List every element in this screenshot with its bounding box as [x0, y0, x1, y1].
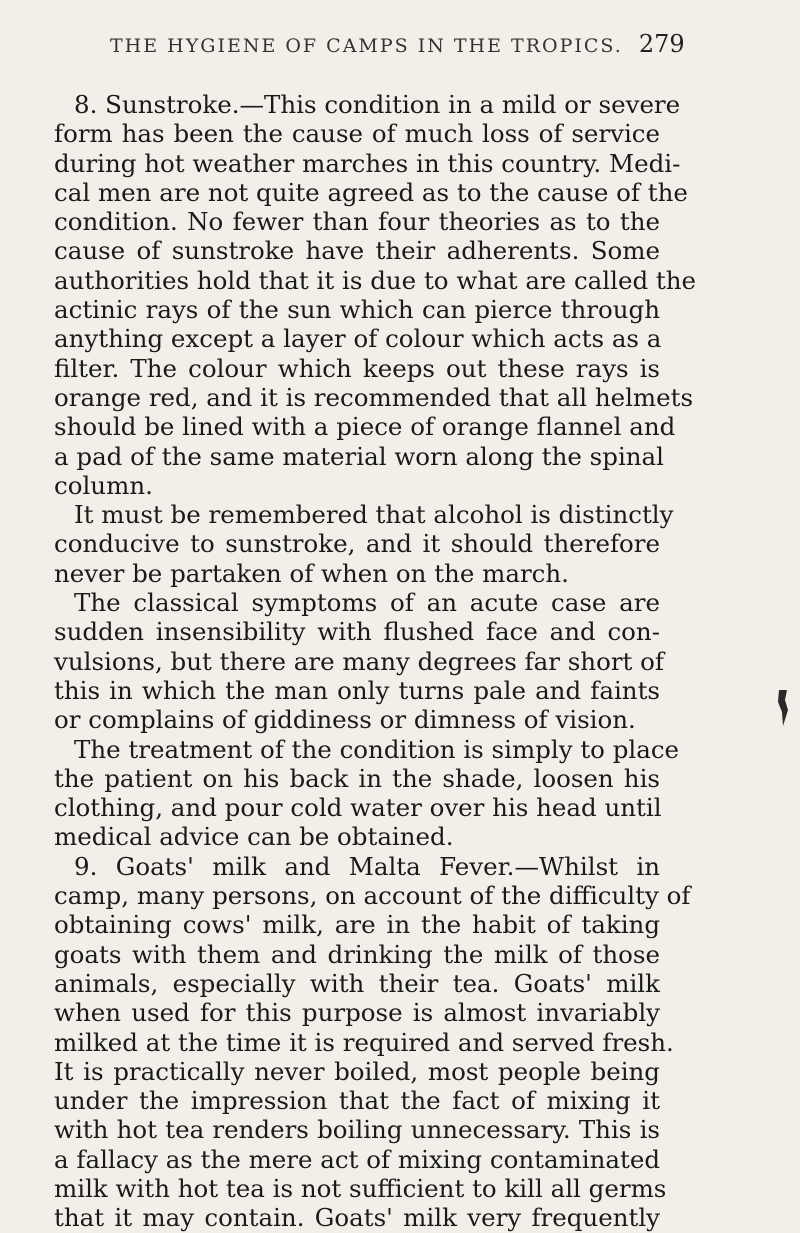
- text-line: vulsions, but there are many degrees far short of: [54, 646, 664, 676]
- text-line: that it may contain. Goats' milk very frequently: [54, 1203, 660, 1233]
- text-line: It must be remembered that alcohol is distinctly: [74, 500, 674, 530]
- text-line: this in which the man only turns pale and faints: [54, 675, 660, 705]
- text-line: a fallacy as the mere act of mixing contaminated: [54, 1144, 661, 1174]
- text-line: The treatment of the condition is simply to place: [74, 734, 680, 764]
- text-line: sudden insensibility with flushed face and con-: [54, 617, 660, 647]
- text-line: obtaining cows' milk, are in the habit of taking: [54, 910, 660, 940]
- running-title: THE HYGIENE OF CAMPS IN THE TROPICS.: [110, 35, 623, 57]
- text-line: goats with them and drinking the milk of those: [54, 939, 660, 969]
- text-line: 9. Goats' milk and Malta Fever.—Whilst in: [74, 851, 660, 881]
- text-line: with hot tea renders boiling unnecessary. This is: [54, 1115, 660, 1145]
- text-line: a pad of the same material worn along the spinal: [54, 441, 664, 471]
- text-line: milked at the time it is required and served fresh.: [54, 1027, 674, 1057]
- text-line: should be lined with a piece of orange flannel and: [54, 412, 676, 442]
- text-line: animals, especially with their tea. Goats' milk: [54, 968, 660, 998]
- text-line: the patient on his back in the shade, loosen his: [54, 763, 660, 793]
- text-line: 8. Sunstroke.—This condition in a mild or severe: [74, 90, 681, 119]
- text-line: medical advice can be obtained.: [54, 822, 454, 852]
- text-line: milk with hot tea is not sufficient to kill all germs: [54, 1173, 667, 1203]
- text-line: It is practically never boiled, most people being: [54, 1056, 660, 1086]
- text-line: actinic rays of the sun which can pierce through: [54, 295, 660, 325]
- text-line: never be partaken of when on the march.: [54, 558, 569, 588]
- text-line: form has been the cause of much loss of service: [54, 119, 660, 149]
- margin-mark: [776, 688, 790, 728]
- text-line: when used for this purpose is almost invariably: [54, 998, 660, 1028]
- text-line: authorities hold that it is due to what are called the: [54, 265, 697, 295]
- text-line: anything except a layer of colour which acts as a: [54, 324, 662, 354]
- text-line: cause of sunstroke have their adherents. Some: [54, 236, 660, 266]
- text-line: or complains of giddiness or dimness of vision.: [54, 705, 636, 735]
- text-line: conducive to sunstroke, and it should therefore: [54, 529, 660, 559]
- text-line: orange red, and it is recommended that all helmets: [54, 382, 694, 412]
- page-number: 279: [638, 30, 685, 58]
- text-line: during hot weather marches in this country. Medi-: [54, 148, 681, 178]
- body-text: [54, 90, 697, 1233]
- text-line: filter. The colour which keeps out these rays is: [54, 353, 660, 383]
- page-header: [110, 30, 685, 58]
- text-line: cal men are not quite agreed as to the cause of the: [54, 177, 688, 207]
- text-line: under the impression that the fact of mixing it: [54, 1086, 660, 1116]
- text-line: clothing, and pour cold water over his head until: [54, 793, 662, 823]
- text-line: column.: [54, 470, 153, 500]
- text-line: condition. No fewer than four theories as to the: [54, 207, 660, 237]
- text-line: camp, many persons, on account of the difficulty of: [54, 881, 691, 911]
- text-line: The classical symptoms of an acute case are: [74, 588, 660, 618]
